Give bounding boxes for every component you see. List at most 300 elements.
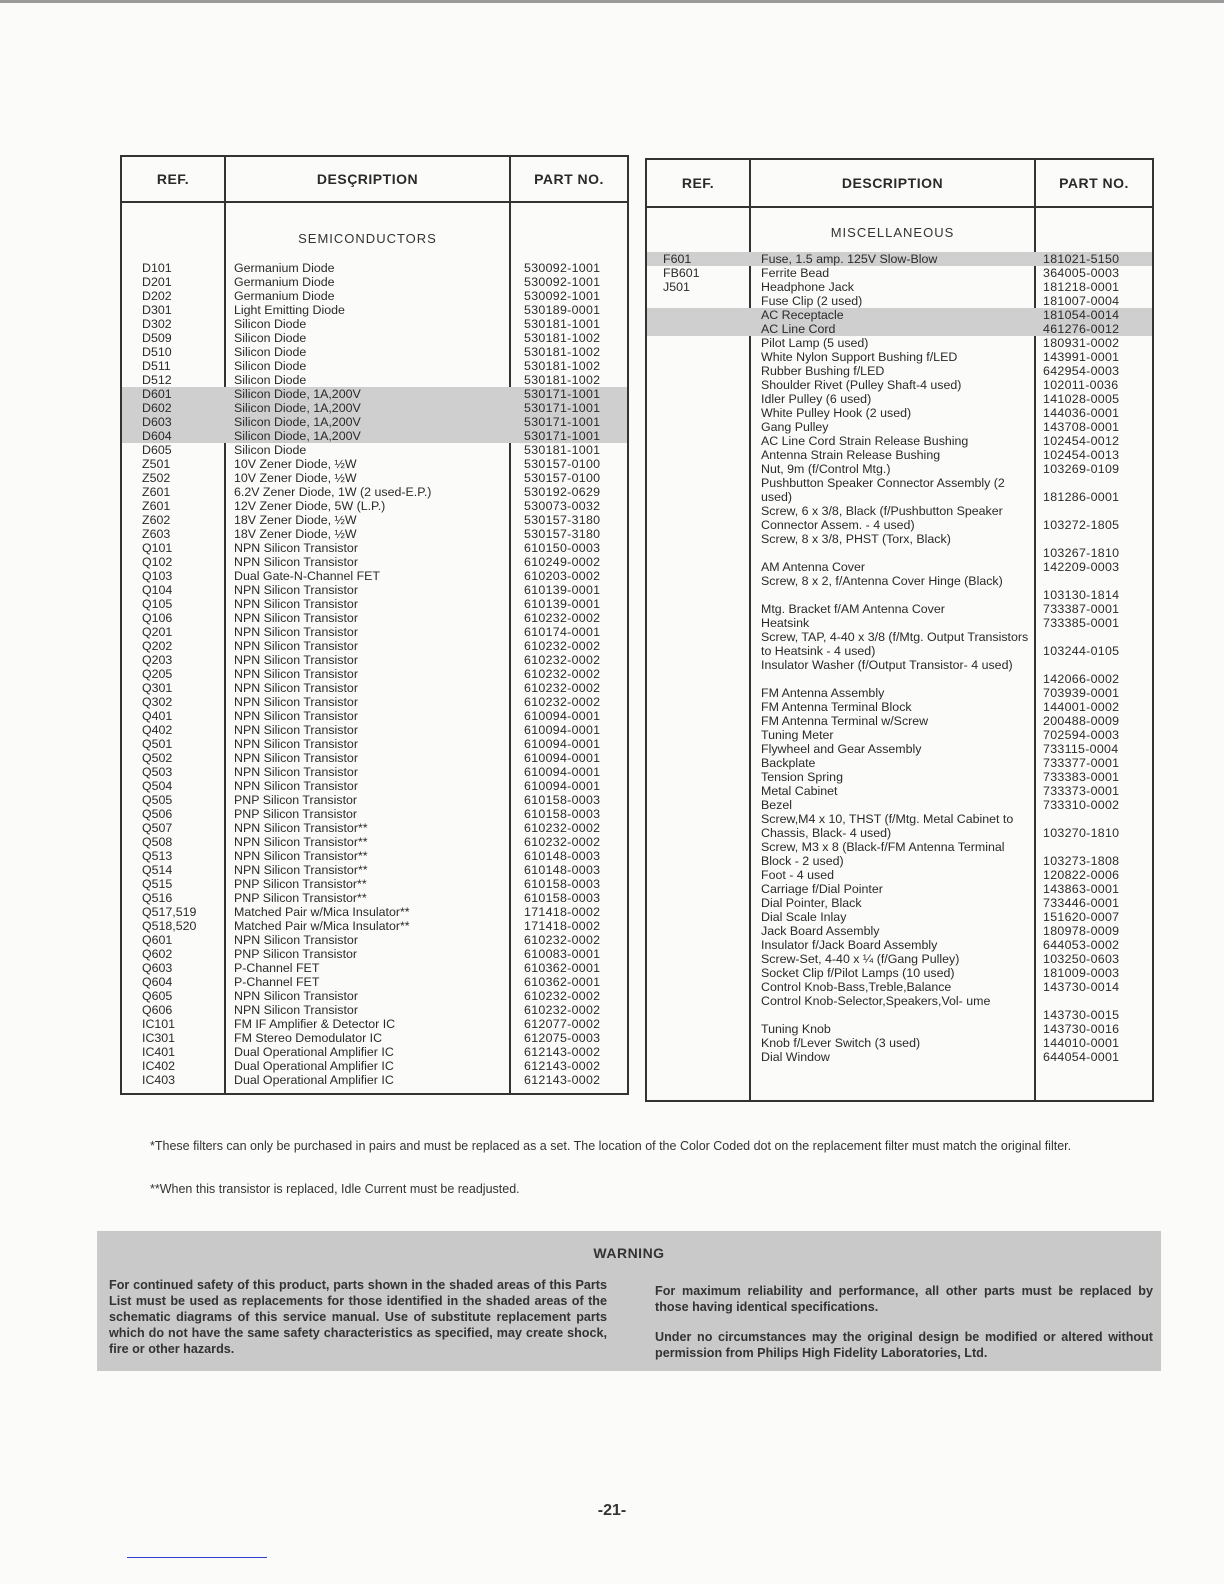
table-row [122,933,627,947]
description-cell: P-Channel FET [234,975,320,989]
table-row [122,779,627,793]
table-row [122,919,627,933]
table-row [647,336,1152,350]
table-row [122,961,627,975]
description-cell: Ferrite Bead [761,266,830,280]
part-number-cell: 103270-1810 [1043,826,1120,840]
description-cell: Rubber Bushing f/LED [761,364,885,378]
ref-cell: Q515 [142,877,173,891]
description-cell: Silicon Diode, 1A,200V [234,401,361,415]
ref-cell: D605 [142,443,172,457]
ref-cell: Q501 [142,737,173,751]
description-cell: Dual Operational Amplifier IC [234,1045,394,1059]
part-number-cell: 102454-0012 [1043,434,1120,448]
table-row [647,504,1152,532]
table-row [647,308,1152,322]
description-cell: Silicon Diode [234,359,307,373]
description-cell: Screw, TAP, 4-40 x 3/8 (f/Mtg. Output Transistors to Heatsink - 4 used) [761,630,1029,658]
table-row [122,737,627,751]
part-number-cell: 610249-0002 [524,555,601,569]
part-number-cell: 530157-3180 [524,513,601,527]
part-number-cell: 733446-0001 [1043,896,1120,910]
table-row [647,1050,1152,1064]
part-number-cell: 610158-0003 [524,877,601,891]
table-row [122,765,627,779]
table-row [122,457,627,471]
ref-cell: D602 [142,401,172,415]
description-cell: Dial Window [761,1050,830,1064]
description-cell: Idler Pulley (6 used) [761,392,872,406]
description-cell: NPN Silicon Transistor [234,933,358,947]
table-row [122,415,627,429]
description-cell: 12V Zener Diode, 5W (L.P.) [234,499,386,513]
table-row [122,499,627,513]
part-number-cell: 530192-0629 [524,485,601,499]
table-row [122,289,627,303]
table-row [122,597,627,611]
table-row [647,392,1152,406]
ref-cell: D201 [142,275,172,289]
part-number-cell: 610094-0001 [524,709,601,723]
table-row [122,1073,627,1087]
table-row [647,798,1152,812]
description-cell: Fuse Clip (2 used) [761,294,863,308]
table-row [647,910,1152,924]
description-cell: Metal Cabinet [761,784,838,798]
description-cell: NPN Silicon Transistor [234,555,358,569]
part-no-header: PART NO. [534,171,604,187]
part-number-cell: 171418-0002 [524,905,601,919]
miscellaneous-parts-table [645,158,1154,1102]
part-number-cell: 610094-0001 [524,765,601,779]
warning-paragraph: Under no circumstances may the original design be modified or altered without permission from Philips High Fidelity Laboratories, Ltd. [655,1330,1153,1360]
description-cell: Silicon Diode [234,317,307,331]
description-cell: AM Antenna Cover [761,560,866,574]
part-number-cell: 612075-0003 [524,1031,601,1045]
table-row [122,317,627,331]
part-number-cell: 171418-0002 [524,919,601,933]
part-number-cell: 610139-0001 [524,583,601,597]
table-row [647,322,1152,336]
table-row [647,812,1152,840]
part-number-cell: 610232-0002 [524,611,601,625]
ref-cell: Q104 [142,583,173,597]
description-cell: NPN Silicon Transistor [234,1003,358,1017]
ref-cell: Q101 [142,541,173,555]
description-cell: Matched Pair w/Mica Insulator** [234,919,410,933]
part-number-cell: 103250-0603 [1043,952,1120,966]
ref-cell: Q507 [142,821,173,835]
part-number-cell: 610158-0003 [524,807,601,821]
description-cell: NPN Silicon Transistor [234,695,358,709]
table-row [122,611,627,625]
description-cell: Backplate [761,756,816,770]
table-row [122,1031,627,1045]
table-row [122,849,627,863]
description-cell: Antenna Strain Release Bushing [761,448,941,462]
ref-header: REF. [681,175,715,191]
description-cell: Silicon Diode, 1A,200V [234,429,361,443]
description-cell: Dual Operational Amplifier IC [234,1059,394,1073]
ref-cell: D511 [142,359,171,373]
part-number-cell: 610232-0002 [524,653,601,667]
part-number-cell: 610362-0001 [524,975,601,989]
ref-cell: Q604 [142,975,173,989]
part-number-cell: 610094-0001 [524,779,601,793]
part-number-cell: 610232-0002 [524,989,601,1003]
part-number-cell: 702594-0003 [1043,728,1120,742]
ref-cell: Q508 [142,835,173,849]
part-number-cell: 530171-1001 [524,401,601,415]
table-row [122,625,627,639]
part-number-cell: 610232-0002 [524,681,601,695]
table-row [122,359,627,373]
part-number-cell: 733387-0001 [1043,602,1120,616]
ref-cell: Q103 [142,569,173,583]
table-row [647,476,1152,504]
ref-cell: Q105 [142,597,173,611]
part-number-cell: 461276-0012 [1043,322,1120,336]
ref-cell: Q513 [142,849,173,863]
description-cell: Germanium Diode [234,275,335,289]
table-row [647,966,1152,980]
table-row [122,975,627,989]
ref-cell: D101 [142,261,172,275]
table-row [122,1045,627,1059]
ref-cell: Q603 [142,961,173,975]
description-cell: Silicon Diode, 1A,200V [234,415,361,429]
part-number-cell: 530157-0100 [524,457,601,471]
ref-cell: Q301 [142,681,173,695]
description-cell: Germanium Diode [234,261,335,275]
table-row [647,420,1152,434]
table-row [647,994,1152,1022]
ref-cell: J501 [663,280,690,294]
table-row [647,980,1152,994]
ref-cell: D510 [142,345,172,359]
description-cell: 10V Zener Diode, ½W [234,471,357,485]
table-row [647,532,1152,560]
table-row [122,1017,627,1031]
table-row [122,555,627,569]
part-number-cell: 610232-0002 [524,639,601,653]
table-row [647,574,1152,602]
description-cell: Headphone Jack [761,280,854,294]
table-row [122,667,627,681]
part-number-cell: 610203-0002 [524,569,601,583]
warning-title: WARNING [593,1245,665,1261]
part-number-cell: 143991-0001 [1043,350,1120,364]
part-number-cell: 644054-0001 [1043,1050,1120,1064]
part-number-cell: 530157-0100 [524,471,601,485]
ref-cell: Z601 [142,485,171,499]
part-number-cell: 610148-0003 [524,849,601,863]
part-number-cell: 610232-0002 [524,1003,601,1017]
description-cell: NPN Silicon Transistor [234,541,358,555]
description-cell: Flywheel and Gear Assembly [761,742,922,756]
table-row [122,345,627,359]
part-number-cell: 200488-0009 [1043,714,1120,728]
description-cell: Dual Operational Amplifier IC [234,1073,394,1087]
description-cell: NPN Silicon Transistor** [234,849,368,863]
part-number-cell: 143730-0015 [1043,1008,1120,1022]
part-number-cell: 733310-0002 [1043,798,1120,812]
description-cell: NPN Silicon Transistor [234,779,358,793]
table-row [647,266,1152,280]
part-number-cell: 143730-0016 [1043,1022,1120,1036]
part-number-cell: 530157-3180 [524,527,601,541]
ref-cell: Q302 [142,695,173,709]
description-cell: Tension Spring [761,770,843,784]
part-number-cell: 610232-0002 [524,835,601,849]
description-cell: NPN Silicon Transistor [234,597,358,611]
table-row [647,602,1152,616]
part-number-cell: 103272-1805 [1043,518,1120,532]
ref-cell: Q601 [142,933,173,947]
part-number-cell: 610150-0003 [524,541,601,555]
ref-cell: Q506 [142,807,173,821]
part-number-cell: 610232-0002 [524,821,601,835]
description-cell: FM Stereo Demodulator IC [234,1031,383,1045]
table-row [647,616,1152,630]
part-number-cell: 151620-0007 [1043,910,1120,924]
description-header: DESÇRIPTION [316,171,419,187]
ref-cell: IC401 [142,1045,176,1059]
table-row [122,471,627,485]
description-cell: 18V Zener Diode, ½W [234,513,357,527]
part-number-cell: 180931-0002 [1043,336,1120,350]
table-row [647,280,1152,294]
part-number-cell: 530171-1001 [524,387,601,401]
description-cell: PNP Silicon Transistor** [234,891,367,905]
ref-cell: Z502 [142,471,171,485]
table-row [647,252,1152,266]
description-cell: Pushbutton Speaker Connector Assembly (2 used) [761,476,1005,504]
description-cell: NPN Silicon Transistor [234,989,358,1003]
description-cell: NPN Silicon Transistor [234,751,358,765]
table-row [647,924,1152,938]
description-cell: Screw, 8 x 3/8, PHST (Torx, Black) [761,532,951,546]
description-cell: P-Channel FET [234,961,320,975]
description-cell: PNP Silicon Transistor [234,807,358,821]
table-row [122,541,627,555]
table-row [647,630,1152,658]
description-cell: Germanium Diode [234,289,335,303]
part-number-cell: 733383-0001 [1043,770,1120,784]
table-row [122,261,627,275]
part-number-cell: 103244-0105 [1043,644,1120,658]
part-number-cell: 530181-1001 [524,317,601,331]
description-cell: Screw, 6 x 3/8, Black (f/Pushbutton Speaker Connector Assem. - 4 used) [761,504,1003,532]
ref-cell: Q606 [142,1003,173,1017]
table-row [647,742,1152,756]
part-number-cell: 610174-0001 [524,625,601,639]
table-row [122,947,627,961]
part-number-cell: 610158-0003 [524,793,601,807]
part-number-cell: 610139-0001 [524,597,601,611]
part-number-cell: 530171-1001 [524,415,601,429]
table-row [647,448,1152,462]
part-number-cell: 364005-0003 [1043,266,1120,280]
description-cell: FM IF Amplifier & Detector IC [234,1017,396,1031]
table-row [647,868,1152,882]
part-number-cell: 733385-0001 [1043,616,1120,630]
ref-cell: IC301 [142,1031,176,1045]
table-row [647,434,1152,448]
ref-cell: IC402 [142,1059,176,1073]
ref-cell: D603 [142,415,172,429]
table-row [122,373,627,387]
ref-cell: FB601 [663,266,700,280]
part-number-cell: 612143-0002 [524,1045,601,1059]
description-cell: Tuning Meter [761,728,834,742]
table-row [647,700,1152,714]
ref-cell: Z501 [142,457,171,471]
description-cell: Jack Board Assembly [761,924,880,938]
warning-box [97,1231,1161,1371]
ref-header: REF. [156,171,190,187]
description-cell: Foot - 4 used [761,868,835,882]
table-row [647,1036,1152,1050]
table-row [647,784,1152,798]
description-cell: Silicon Diode, 1A,200V [234,387,361,401]
table-row [647,350,1152,364]
part-number-cell: 103269-0109 [1043,462,1120,476]
ref-cell: Z603 [142,527,171,541]
warning-paragraph: For continued safety of this product, parts shown in the shaded areas of this Parts List must be used as replacements for those identified in the shaded areas of the schematic diagrams of this service manual. Use of substitute replacement parts which do not have the same safety characteristics as specified, may create shock, fire or other hazards. [109,1278,607,1356]
description-cell: Dial Pointer, Black [761,896,862,910]
part-number-cell: 612143-0002 [524,1059,601,1073]
part-number-cell: 644053-0002 [1043,938,1120,952]
part-number-cell: 610148-0003 [524,863,601,877]
ref-cell: Q205 [142,667,173,681]
part-number-cell: 144010-0001 [1043,1036,1120,1050]
table-row [647,462,1152,476]
ref-cell: Q503 [142,765,173,779]
description-cell: Heatsink [761,616,810,630]
description-cell: NPN Silicon Transistor [234,667,358,681]
part-number-cell: 181218-0001 [1043,280,1120,294]
description-cell: 10V Zener Diode, ½W [234,457,357,471]
table-row [122,835,627,849]
description-cell: Screw, 8 x 2, f/Antenna Cover Hinge (Black) [761,574,1003,588]
description-cell: NPN Silicon Transistor [234,625,358,639]
part-number-cell: 642954-0003 [1043,364,1120,378]
description-cell: Nut, 9m (f/Control Mtg.) [761,462,891,476]
ref-cell: Q605 [142,989,173,1003]
ref-cell: Q402 [142,723,173,737]
table-row [647,728,1152,742]
warning-paragraph: For maximum reliability and performance, all other parts must be replaced by those having identical specifications. [655,1284,1153,1314]
underline-mark [127,1557,267,1558]
part-number-cell: 102011-0036 [1043,378,1119,392]
parts-list [647,252,1152,1064]
ref-cell: Q202 [142,639,173,653]
part-number-cell: 142066-0002 [1043,672,1120,686]
ref-cell: D512 [142,373,172,387]
description-cell: NPN Silicon Transistor [234,765,358,779]
description-cell: Pilot Lamp (5 used) [761,336,869,350]
ref-cell: Q518,520 [142,919,197,933]
header-divider [647,206,1152,208]
description-cell: Bezel [761,798,792,812]
part-number-cell: 530171-1001 [524,429,601,443]
description-cell: Shoulder Rivet (Pulley Shaft-4 used) [761,378,962,392]
ref-cell: IC101 [142,1017,176,1031]
ref-cell: Q201 [142,625,173,639]
ref-cell: Q602 [142,947,173,961]
part-number-cell: 610083-0001 [524,947,601,961]
description-cell: Screw-Set, 4-40 x ¼ (f/Gang Pulley) [761,952,960,966]
ref-cell: D509 [142,331,172,345]
semiconductors-parts-table [120,155,629,1095]
ref-cell: D604 [142,429,172,443]
description-cell: Silicon Diode [234,443,307,457]
part-number-cell: 143730-0014 [1043,980,1120,994]
description-cell: Silicon Diode [234,331,307,345]
table-row [122,723,627,737]
warning-left-text [109,1277,607,1371]
part-number-cell: 144001-0002 [1043,700,1120,714]
table-row [122,401,627,415]
table-row [122,709,627,723]
ref-cell: Q102 [142,555,173,569]
table-row [122,877,627,891]
part-number-cell: 181009-0003 [1043,966,1120,980]
part-number-cell: 610232-0002 [524,933,601,947]
description-cell: AC Line Cord [761,322,836,336]
part-number-cell: 103273-1808 [1043,854,1120,868]
part-number-cell: 733377-0001 [1043,756,1120,770]
section-title: SEMICONDUCTORS [298,231,437,246]
part-number-cell: 530189-0001 [524,303,601,317]
description-cell: NPN Silicon Transistor [234,611,358,625]
part-number-cell: 181021-5150 [1043,252,1120,266]
part-number-cell: 181054-0014 [1043,308,1120,322]
part-number-cell: 612143-0002 [524,1073,601,1087]
table-row [647,658,1152,686]
description-cell: Tuning Knob [761,1022,831,1036]
description-cell: NPN Silicon Transistor [234,583,358,597]
part-number-cell: 530092-1001 [524,275,601,289]
description-cell: Fuse, 1.5 amp. 125V Slow-Blow [761,252,938,266]
ref-cell: Q505 [142,793,173,807]
description-cell: PNP Silicon Transistor [234,947,358,961]
part-number-cell: 103130-1814 [1043,588,1120,602]
parts-list [122,261,627,1087]
part-number-cell: 143863-0001 [1043,882,1120,896]
table-row [647,364,1152,378]
description-cell: Dual Gate-N-Channel FET [234,569,380,583]
description-cell: AC Receptacle [761,308,844,322]
part-number-cell: 143708-0001 [1043,420,1120,434]
description-cell: Control Knob-Bass,Treble,Balance [761,980,952,994]
part-number-cell: 610094-0001 [524,751,601,765]
header-divider [122,201,627,203]
description-cell: Silicon Diode [234,373,307,387]
page-top-edge [0,0,1224,3]
table-row [122,513,627,527]
part-number-cell: 530181-1002 [524,331,601,345]
description-cell: AC Line Cord Strain Release Bushing [761,434,969,448]
part-number-cell: 142209-0003 [1043,560,1120,574]
part-number-cell: 610158-0003 [524,891,601,905]
part-number-cell: 610232-0002 [524,667,601,681]
part-no-header: PART NO. [1059,175,1129,191]
part-number-cell: 141028-0005 [1043,392,1120,406]
description-cell: NPN Silicon Transistor** [234,821,368,835]
table-row [647,896,1152,910]
